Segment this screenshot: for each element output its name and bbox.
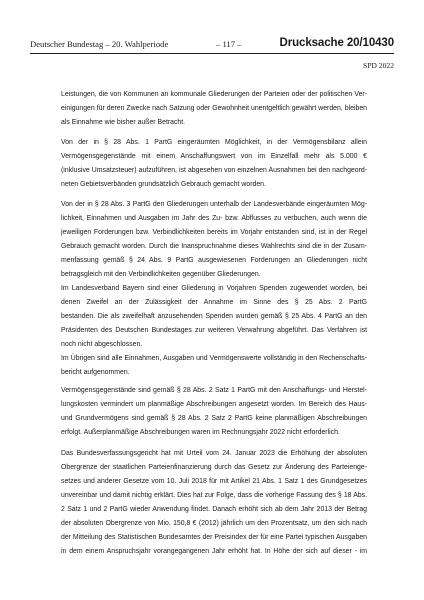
text-line: Das Bundesverfassungsgericht hat mit Urteil vom 24. Januar 2023 die Erhöhung der absoluten [61,450,367,457]
text-line: Leistungen, die von Kommunen an kommunale Gliederungen der Parteien oder der politischen Ver- [61,91,367,98]
party-label: SPD 2022 [362,61,394,70]
text-line: Vermögensgegenstände sind gemäß § 28 Abs. 2 Satz 1 PartG mit den Anschaffungs- und Herstel- [61,387,367,394]
paragraph [61,282,367,352]
text-line: in dem einem Anspruchsjahr vorangegangenen Jahr erhöht hat. In Höhe der sich auf dieser - im [61,548,367,555]
text-line: Im Übrigen sind alle Einnahmen, Ausgaben und Vermögenswerte vollständig in den Rechenschafts- [61,355,367,362]
page-number: – 117 – [216,39,242,49]
document-number: Drucksache 20/10430 [279,37,394,49]
text-line: betragsgleich mit den Verbindlichkeiten gegenüber Gliederungen. [61,271,261,278]
text-line: lungskosten vermindert um planmäßige Abschreibungen angesetzt worden. Im Bereich des Haus- [61,401,367,408]
text-line: Von der in § 28 Abs. 3 PartG den Gliederungen unterhalb der Landesverbände eingeräumten Mög- [61,201,367,208]
text-line: (inklusive Umsatzsteuer) aufzuführen, ist abgesehen von einzelnen Ausnahmen bei den nachgeord- [61,167,367,174]
text-line: neten Gebietsverbänden grundsätzlich Gebrauch gemacht worden. [61,181,266,188]
text-line: Von der in § 28 Abs. 1 PartG eingeräumten Möglichkeit, in der Vermögensbilanz allein [61,139,367,146]
paragraph [61,352,367,380]
text-line: der Mitteilung des Statistischen Bundesamtes der Preisindex der für eine Partei typischen Ausgaben [61,534,367,541]
text-line: Gebrauch gemacht worden. Durch die Inanspruchnahme dieses Wahlrechts sind die in der Zusam- [61,243,367,250]
text-line: als Einnahme wie bisher außer Betracht. [61,119,186,126]
header-title: Deutscher Bundestag – 20. Wahlperiode [30,39,169,49]
text-line: setzes und anderer Gesetze vom 10. Juli 2018 für mit Artikel 21 Abs. 1 Satz 1 des Grundgesetzes [61,478,367,485]
text-line: erfolgt. Außerplanmäßige Abschreibungen waren im Rechnungsjahr 2022 nicht erforderlich. [61,429,340,436]
text-line: Vermögensgegenstände mit einem Anschaffungswert von im Einzelfall mehr als 5.000 € [61,153,367,160]
text-line: denen Zweifel an der Zulässigkeit der Annahme im Sinne des § 25 Abs. 2 PartG [61,299,367,306]
text-line: unvereinbar und damit nichtig erklärt. Dies hat zur Folge, dass die vorherige Fassung des § 18 Abs. [61,492,367,499]
text-line: bericht aufgenommen. [61,369,130,376]
text-line: bestanden. Die als zweifelhaft anzusehenden Spenden wurden gemäß § 25 Abs. 4 PartG an den [61,313,367,320]
text-line: Obergrenze der staatlichen Parteienfinanzierung durch das Gesetz zur Änderung des Parteienge- [61,464,367,471]
text-line: einigungen für deren Zwecke nach Satzung oder Gewohnheit unentgeltlich gewährt werden, bleiben [61,105,367,112]
text-line: Präsidenten des Deutschen Bundestages zur weiteren Verwahrung abgeführt. Das Verfahren ist [61,327,367,334]
paragraph [61,384,367,440]
text-line: menfassung gemäß § 24 Abs. 9 PartG ausgewiesenen Forderungen an Gliederungen nicht [61,257,367,264]
text-line: 2 Satz 1 und 2 PartG wieder Anwendung findet. Danach erhöht sich ab dem Jahr 2013 der Betrag [61,506,367,513]
paragraph [61,447,367,559]
paragraph [61,136,367,192]
text-line: lichkeit, Einnahmen und Ausgaben im Jahr des Zu- bzw. Abflusses zu verbuchen, auch wenn die [61,215,367,222]
text-line: noch nicht abgeschlossen. [61,341,143,348]
paragraph [61,198,367,282]
page-header [30,39,394,54]
text-line: Im Landesverband Bayern sind einer Gliederung in Vorjahren Spenden zugewendet worden, bei [61,285,367,292]
text-line: der absoluten Obergrenze von Mio. 150,8 € (2012) jährlich um den Prozentsatz, um den sich nach [61,520,367,527]
paragraph [61,88,367,130]
text-line: jeweiligen Forderungen bzw. Verbindlichkeiten bereits im Vorjahr entstanden sind, ist in der Regel [61,229,367,236]
text-line: und Grundvermögens sind gemäß § 28 Abs. 2 Satz 2 PartG keine planmäßigen Abschreibungen [61,415,367,422]
